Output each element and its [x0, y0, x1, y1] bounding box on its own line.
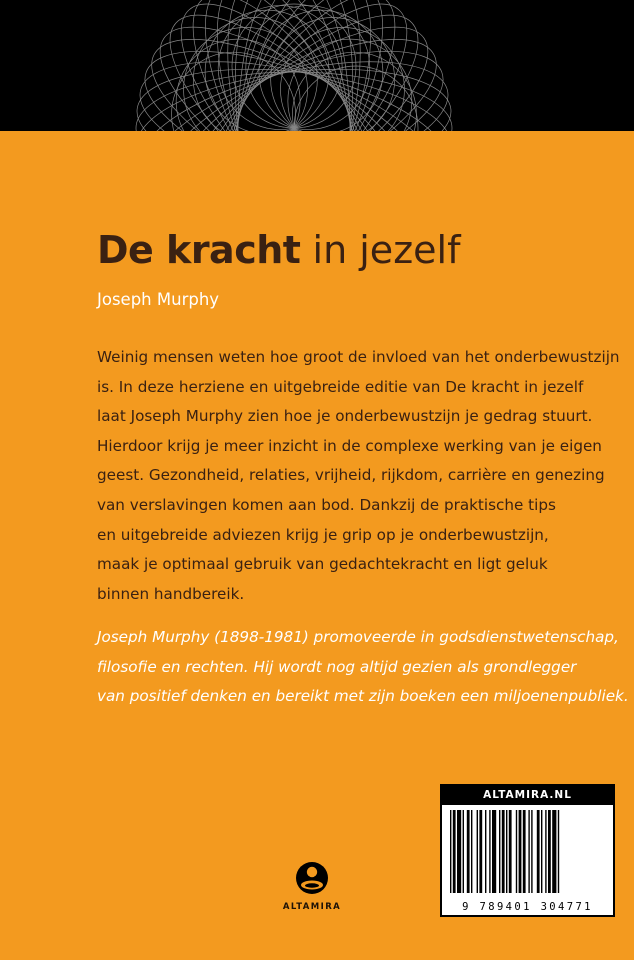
- bio-line: filosofie en rechten. Hij wordt nog altijd gezien als grondlegger: [97, 657, 577, 676]
- blurb-line: binnen handbereik.: [97, 584, 245, 603]
- blurb-line: maak je optimaal gebruik van gedachtekracht en ligt geluk: [97, 555, 548, 574]
- blurb-line: van verslavingen komen aan bod. Dankzij de praktische tips: [97, 495, 556, 514]
- altamira-logo-icon: [295, 860, 329, 896]
- blurb-line: laat Joseph Murphy zien hoe je onderbewustzijn je gedrag stuurt.: [97, 407, 593, 426]
- blurb-line: en uitgebreide adviezen krijg je grip op je onderbewustzijn,: [97, 525, 549, 544]
- blurb-line: Hierdoor krijg je meer inzicht in de complexe werking van je eigen: [97, 436, 602, 455]
- barcode: [448, 810, 607, 893]
- publisher-website: ALTAMIRA.NL: [442, 786, 613, 805]
- book-title-bold: De kracht: [97, 228, 301, 272]
- author-bio: [97, 623, 629, 712]
- isbn-digits: 9 789401 304771: [462, 901, 593, 913]
- barcode-box: [440, 784, 615, 917]
- author-name: Joseph Murphy: [97, 290, 220, 309]
- publisher-logo: [276, 860, 348, 912]
- blurb-line: Weinig mensen weten hoe groot de invloed van het onderbewustzijn: [97, 348, 620, 366]
- blurb-line: geest. Gezondheid, relaties, vrijheid, rijkdom, carrière en genezing: [97, 466, 605, 485]
- blurb-line: is. In deze herziene en uitgebreide editie van De kracht in jezelf: [97, 377, 584, 396]
- publisher-name: ALTAMIRA: [282, 902, 342, 912]
- bio-line: Joseph Murphy (1898-1981) promoveerde in godsdienstwetenschap,: [97, 628, 619, 646]
- book-title: [97, 224, 460, 276]
- spirograph-ornament-icon: [0, 0, 634, 131]
- blurb-text: [97, 343, 620, 609]
- top-black-band: [0, 0, 634, 131]
- bio-line: van positief denken en bereikt met zijn boeken een miljoenenpubliek.: [97, 687, 629, 706]
- book-title-light: in jezelf: [300, 228, 461, 272]
